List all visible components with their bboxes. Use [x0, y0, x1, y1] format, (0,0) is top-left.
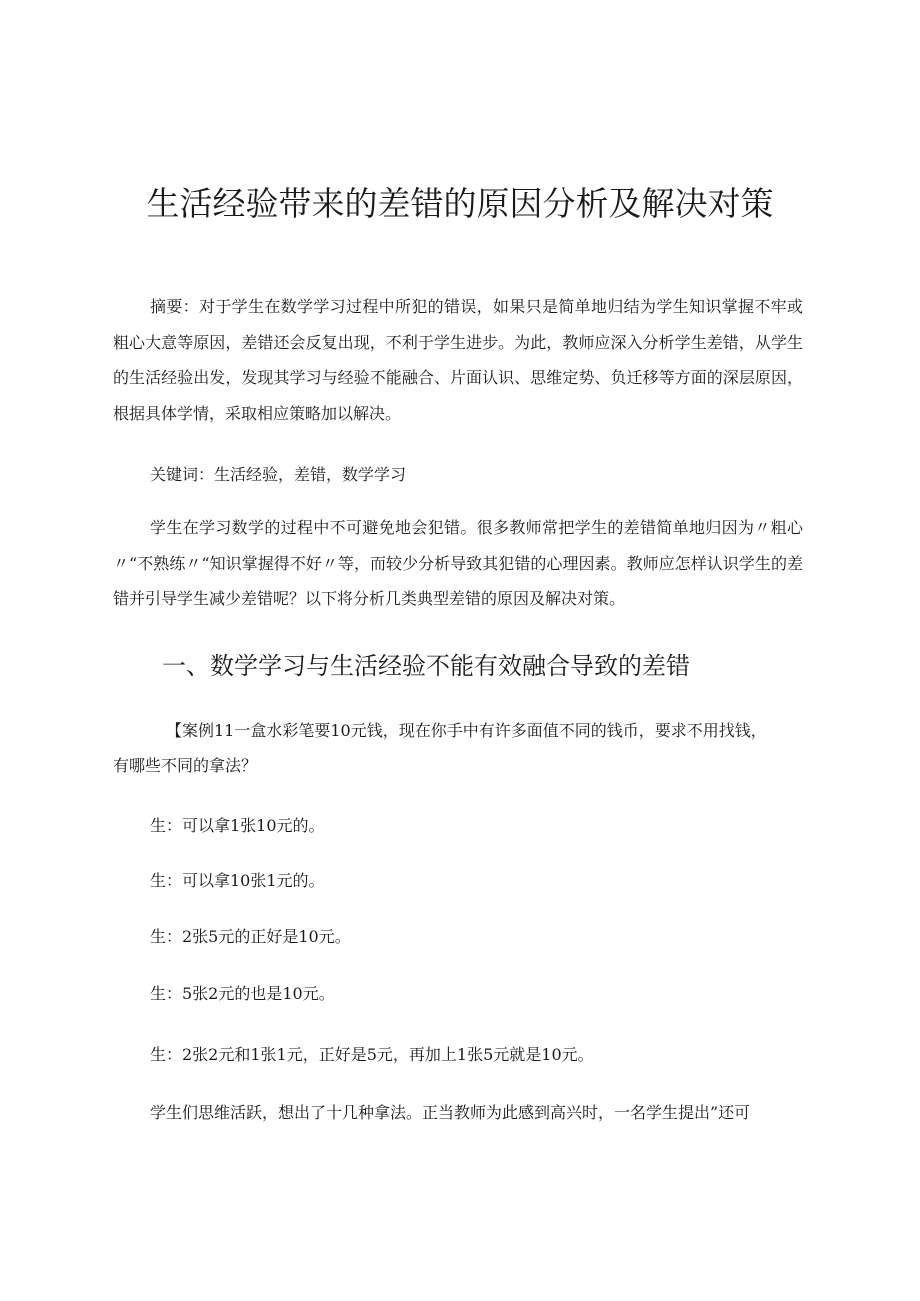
- case-line-1: 【案例11一盒水彩笔要10元钱，现在你手中有许多面值不同的钱币，要求不用找钱，: [166, 721, 767, 740]
- closing-paragraph: 学生们思维活跃，想出了十几种拿法。正当教师为此感到高兴时，一名学生提出”还可: [150, 1103, 751, 1122]
- answer-line-3: 生：2张5元的正好是10元。: [150, 927, 351, 946]
- case-paragraph: [113, 713, 803, 783]
- answer-line-1: 生：可以拿1张10元的。: [150, 816, 325, 835]
- abstract-paragraph: 摘要：对于学生在数学学习过程中所犯的错误，如果只是简单地归结为学生知识掌握不牢或粗心大意等原因，差错还会反复出现，不利于学生进步。为此，教师应深入分析学生差错，从学生的生活经验出发，发现其学习与经验不能融合、片面认识、思维定势、负迁移等方面的深层原因，根据具体学情，采取相应策略加以解决。: [113, 297, 803, 423]
- answer-line-4: 生：5张2元的也是10元。: [150, 984, 335, 1003]
- answer-line-5: 生：2张2元和1张1元，正好是5元，再加上1张5元就是10元。: [150, 1045, 594, 1064]
- answer-line-2: 生：可以拿10张1元的。: [150, 871, 325, 890]
- case-line-2: 有哪些不同的拿法？: [113, 756, 258, 775]
- document-title: 生活经验带来的差错的原因分析及解决对策: [146, 184, 774, 224]
- intro-paragraph: 学生在学习数学的过程中不可避免地会犯错。很多教师常把学生的差错简单地归因为〃粗心〃“不熟练〃“知识掌握得不好〃等，而较少分析导致其犯错的心理因素。教师应怎样认识学生的差错并引导学生减少差错呢？以下将分析几类典型差错的原因及解决对策。: [113, 518, 803, 608]
- section-heading-1: 一、数学学习与生活经验不能有效融合导致的差错: [162, 652, 690, 680]
- keywords-paragraph: 关键词：生活经验，差错，数学学习: [150, 465, 407, 484]
